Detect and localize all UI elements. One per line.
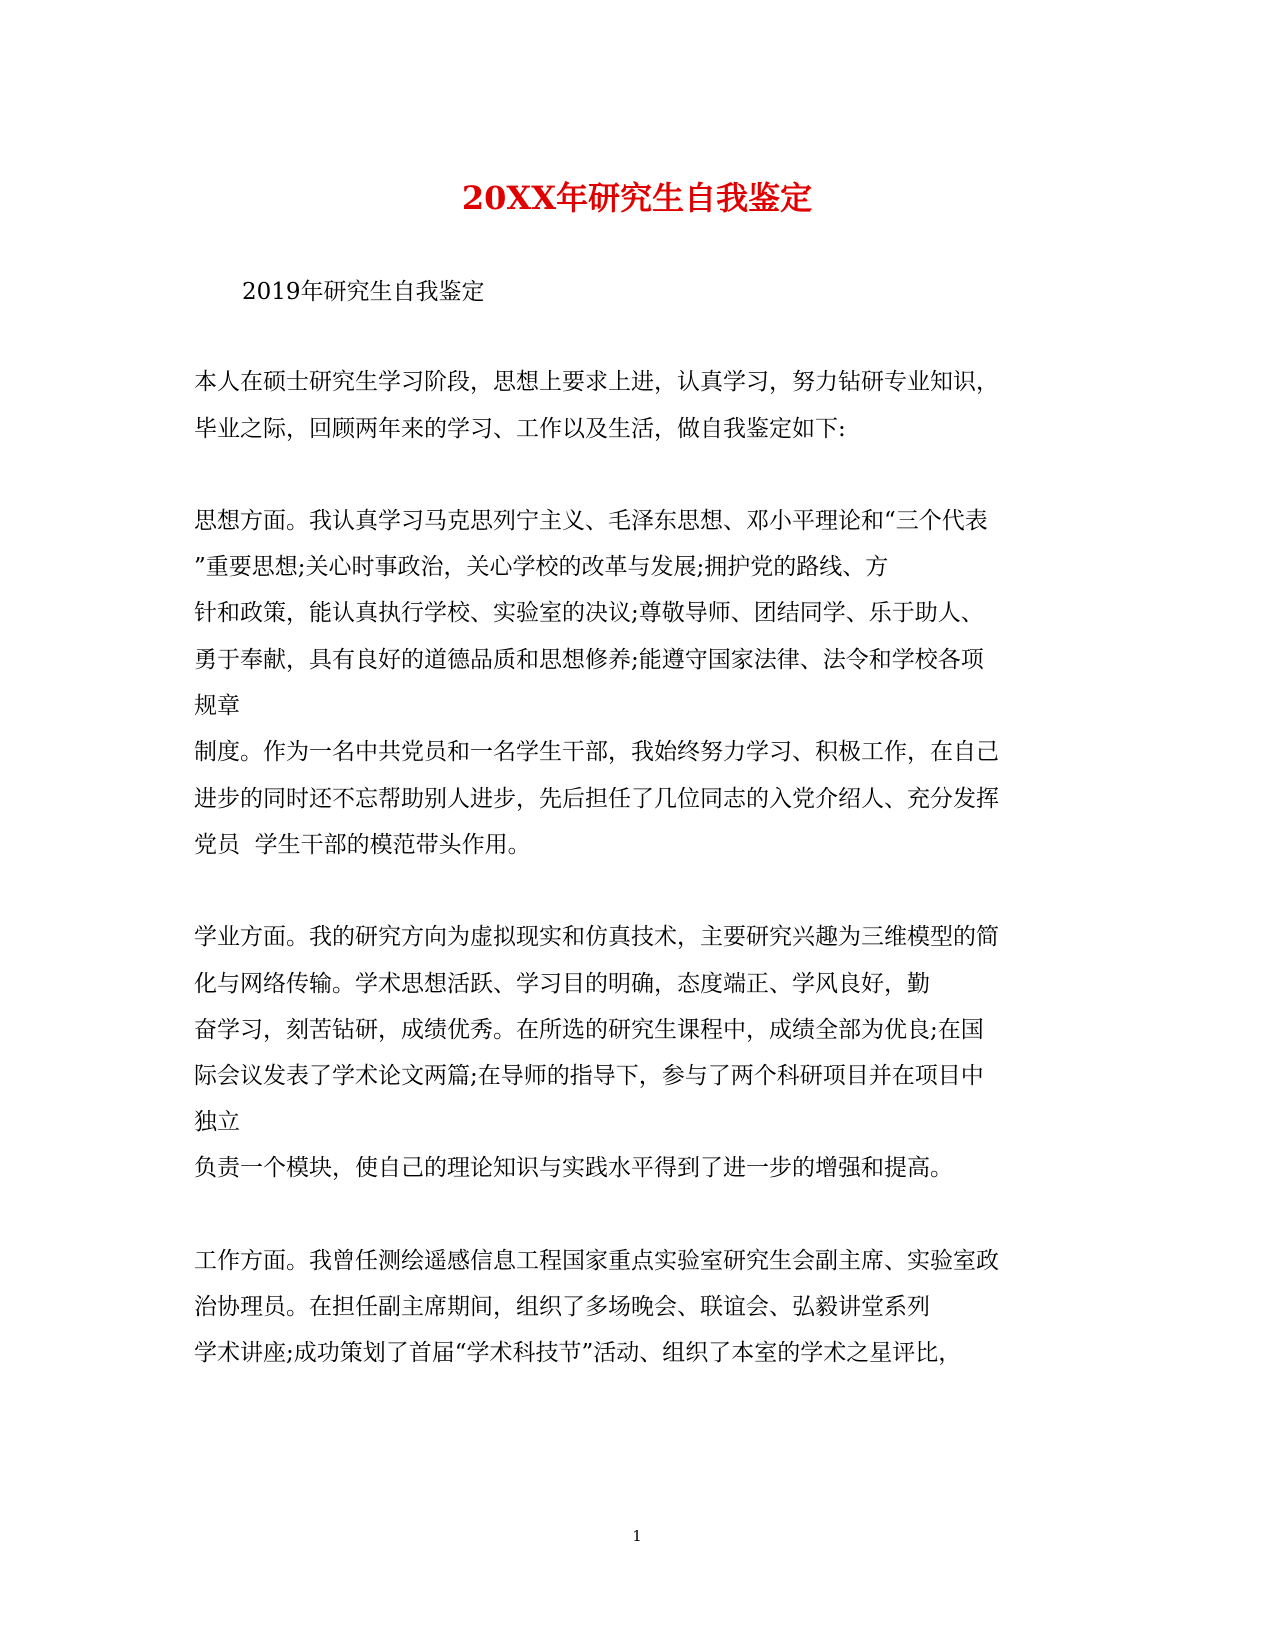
page-number: 1 [632,1527,642,1545]
document-title: 20XX年研究生自我鉴定 [461,179,813,217]
paragraph-line: 治协理员。在担任副主席期间，组织了多场晚会、联谊会、弘毅讲堂系列 [194,1294,930,1320]
paragraph-line: 际会议发表了学术论文两篇;在导师的指导下，参与了两个科研项目并在项目中 [194,1063,984,1089]
document-subtitle: 2019年研究生自我鉴定 [242,279,485,305]
paragraph-line: 独立 [194,1109,240,1135]
paragraph-line: 负责一个模块，使自己的理论知识与实践水平得到了进一步的增强和提高。 [194,1155,953,1181]
paragraph-line: 学术讲座;成功策划了首届“学术科技节”活动、组织了本室的学术之星评比， [194,1340,962,1366]
paragraph-line: 奋学习，刻苦钻研，成绩优秀。在所选的研究生课程中，成绩全部为优良;在国 [194,1017,984,1043]
paragraph-line: 工作方面。我曾任测绘遥感信息工程国家重点实验室研究生会副主席、实验室政 [194,1248,999,1274]
paragraph-line: 进步的同时还不忘帮助别人进步，先后担任了几位同志的入党介绍人、充分发挥 [194,786,999,812]
paragraph-line: 党员 学生干部的模范带头作用。 [194,832,531,858]
paragraph-line: 毕业之际，回顾两年来的学习、工作以及生活，做自我鉴定如下: [194,416,846,442]
paragraph-line: 化与网络传输。学术思想活跃、学习目的明确，态度端正、学风良好，勤 [194,971,930,997]
paragraph-line: 制度。作为一名中共党员和一名学生干部，我始终努力学习、积极工作，在自己 [194,739,999,765]
paragraph-line: 勇于奉献，具有良好的道德品质和思想修养;能遵守国家法律、法令和学校各项 [194,647,984,673]
paragraph-line: 本人在硕士研究生学习阶段，思想上要求上进，认真学习，努力钻研专业知识， [194,369,999,395]
paragraph-line: 规章 [194,693,240,719]
paragraph-line: ”重要思想;关心时事政治，关心学校的改革与发展;拥护党的路线、方 [194,554,889,580]
paragraph-line: 学业方面。我的研究方向为虚拟现实和仿真技术，主要研究兴趣为三维模型的简 [194,924,999,950]
paragraph-line: 思想方面。我认真学习马克思列宁主义、毛泽东思想、邓小平理论和“三个代表 [194,508,988,534]
paragraph-line: 针和政策，能认真执行学校、实验室的决议;尊敬导师、团结同学、乐于助人、 [194,600,984,626]
